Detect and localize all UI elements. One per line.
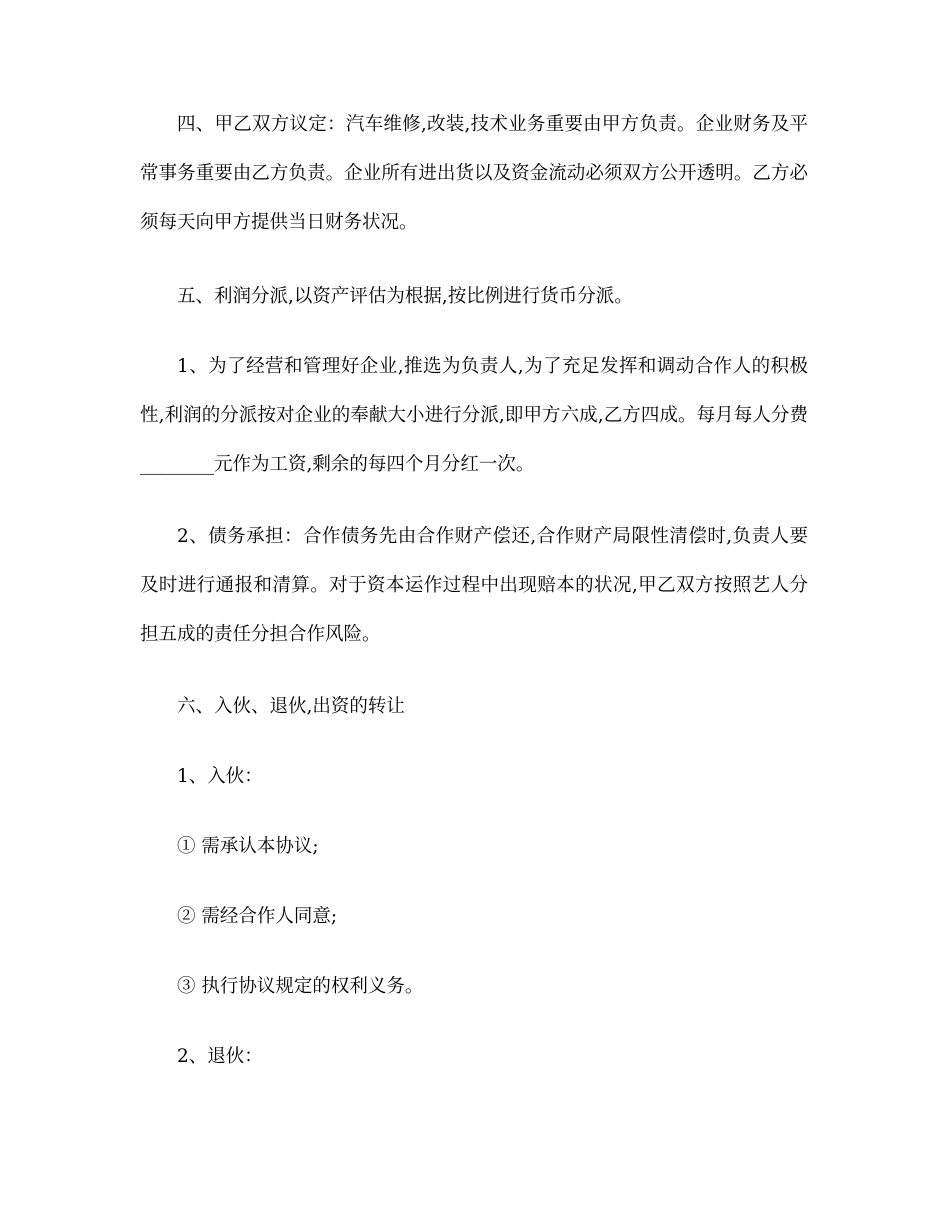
paragraph-clause-5-1: 1、为了经营和管理好企业,推选为负责人,为了充足发挥和调动合作人的积极性,利润的分派按对企业的奉献大小进行分派,即甲方六成,乙方四成。每月每人分费________元作为工资,剩余的每四个月分红一次。 (140, 356, 808, 475)
paragraph-clause-6-1: 1、入伙： (177, 766, 263, 787)
paragraph-clause-4: 四、甲乙双方议定：汽车维修,改装,技术业务重要由甲方负责。企业财务及平常事务重要由乙方负责。企业所有进出货以及资金流动必须双方公开透明。乙方必须每天向甲方提供当日财务状况。 (140, 114, 808, 233)
paragraph-clause-6: 六、入伙、退伙,出资的转让 (177, 696, 405, 717)
list-item-2: ② 需经合作人同意; (177, 906, 338, 927)
list-item-3: ③ 执行协议规定的权利义务。 (177, 976, 424, 997)
paragraph-clause-6-2: 2、退伙： (177, 1046, 263, 1067)
paragraph-clause-5-2: 2、债务承担：合作债务先由合作财产偿还,合作财产局限性清偿时,负责人要及时进行通报和清算。对于资本运作过程中出现赔本的状况,甲乙双方按照艺人分担五成的责任分担合作风险。 (140, 526, 808, 645)
paragraph-clause-5: 五、利润分派,以资产评估为根据,按比例进行货币分派。 (177, 286, 633, 307)
list-item-1: ① 需承认本协议; (177, 836, 319, 857)
